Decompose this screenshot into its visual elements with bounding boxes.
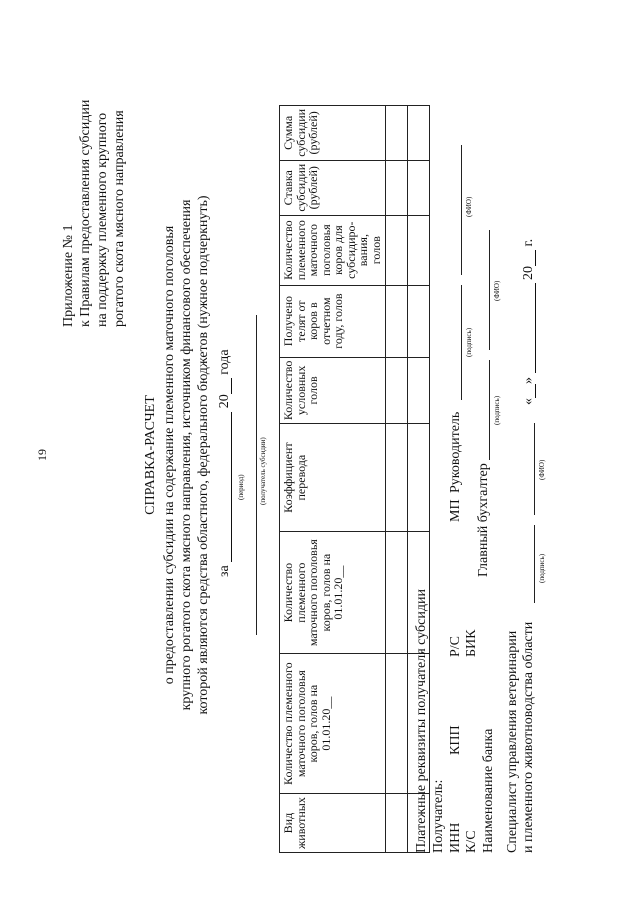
period-year-blank [219,378,232,394]
head-fio-line [461,145,462,275]
annex-line-2: к Правилам предоставления субсидии [78,99,93,327]
table-cell [408,215,430,285]
bank-label: Наименование банка [481,728,496,853]
specialist-line-1: Специалист управления ветеринарии [505,630,520,853]
table-cell [386,532,408,654]
table-cell [386,794,408,853]
subsidy-table [279,105,430,853]
period-prefix: за [217,565,232,577]
date-open-quote: « [521,398,536,405]
title-line-2: крупного рогатого скота мясного направления, источником финансового обеспечения [179,199,194,711]
page-number: 19 [35,449,49,461]
table-cell [386,160,408,215]
recipient-label: Получатель: [431,779,446,853]
header-count-start: Количество племенного маточного поголовья коров, голов на 01.01.20__ [280,654,386,794]
accountant-fio-caption: (ФИО) [493,280,501,301]
recipient-line [256,315,257,635]
head-signature-line [461,285,462,400]
table-cell [408,160,430,215]
header-subsidized-heads: Количество племенного маточного поголовья коров для субсидиро-вания, голов [280,215,386,285]
inn-label: ИНН [448,822,463,853]
date-close-quote: » [521,377,536,384]
table-cell [386,105,408,160]
kpp-label: КПП [448,725,463,755]
title-line-1: о предоставлении субсидии на содержание племенного маточного поголовья [162,225,177,685]
accountant-fio-line [489,230,490,350]
head-signature-caption: (подпись) [465,327,473,357]
period-line [217,349,232,577]
table-cell [386,424,408,532]
title-block [161,135,212,775]
table-cell [408,357,430,423]
bik-label: БИК [464,629,479,657]
specialist-fio-caption: (ФИО) [538,459,546,480]
header-conditional-heads: Количество условных голов [280,357,386,423]
recipient-caption: (получатель субсидии) [259,437,267,505]
head-fio-caption: (ФИО) [465,196,473,217]
annex-line-4: рогатого скота мясного направления [112,110,127,327]
annex-line-1: Приложение № 1 [61,224,76,327]
annex-block [60,100,128,327]
accountant-signature-caption: (подпись) [493,395,501,425]
header-calves-received: Получено телят от коров в отчетном году, голов [280,285,386,357]
date-month-blank [523,284,536,374]
annex-line-3: на поддержку племенного крупного [95,112,110,327]
header-animal-type: Вид животных [280,794,386,853]
specialist-signature-line [534,525,535,603]
date-day-blank [523,384,536,398]
table-cell [408,285,430,357]
title-line-3: которой являются средства областного, федерального бюджетов (нужное подчеркнуть) [196,195,211,715]
specialist-line-2: и племенного животноводства области [521,621,536,853]
header-subsidy-rate: Ставка субсидии (рублей) [280,160,386,215]
table-cell [408,105,430,160]
chief-accountant-label: Главный бухгалтер [476,463,491,577]
period-caption: (период) [237,474,245,500]
specialist-fio-line [534,423,535,515]
document-heading: СПРАВКА-РАСЧЕТ [143,395,158,515]
table-cell [386,215,408,285]
date-year-blank [523,250,536,266]
specialist-signature-caption: (подпись) [538,553,546,583]
table-cell [386,285,408,357]
ks-label: К/С [464,830,479,853]
rs-label: Р/С [448,635,463,657]
requisites-title: Платежные реквизиты получателя субсидии [414,589,429,853]
table-cell [386,357,408,423]
table-header-row [280,105,386,852]
stamp-label: МП [448,499,463,522]
header-count-end: Количество племенного маточного поголовья коров, голов на 01.01.20__ [280,532,386,654]
header-conversion-coefficient: Коэффициент перевода [280,424,386,532]
table-cell [386,654,408,794]
period-year-prefix: 20 [217,394,232,409]
date-line [521,239,536,405]
accountant-signature-line [489,360,490,460]
date-year-prefix: 20 [521,266,536,280]
table-row [386,105,408,852]
period-year-suffix: года [217,349,232,375]
head-label: Руководитель [448,411,463,493]
table-cell [408,424,430,532]
header-subsidy-amount: Сумма субсидии (рублей) [280,105,386,160]
date-year-suffix: г. [521,238,536,247]
period-blank [219,412,232,562]
